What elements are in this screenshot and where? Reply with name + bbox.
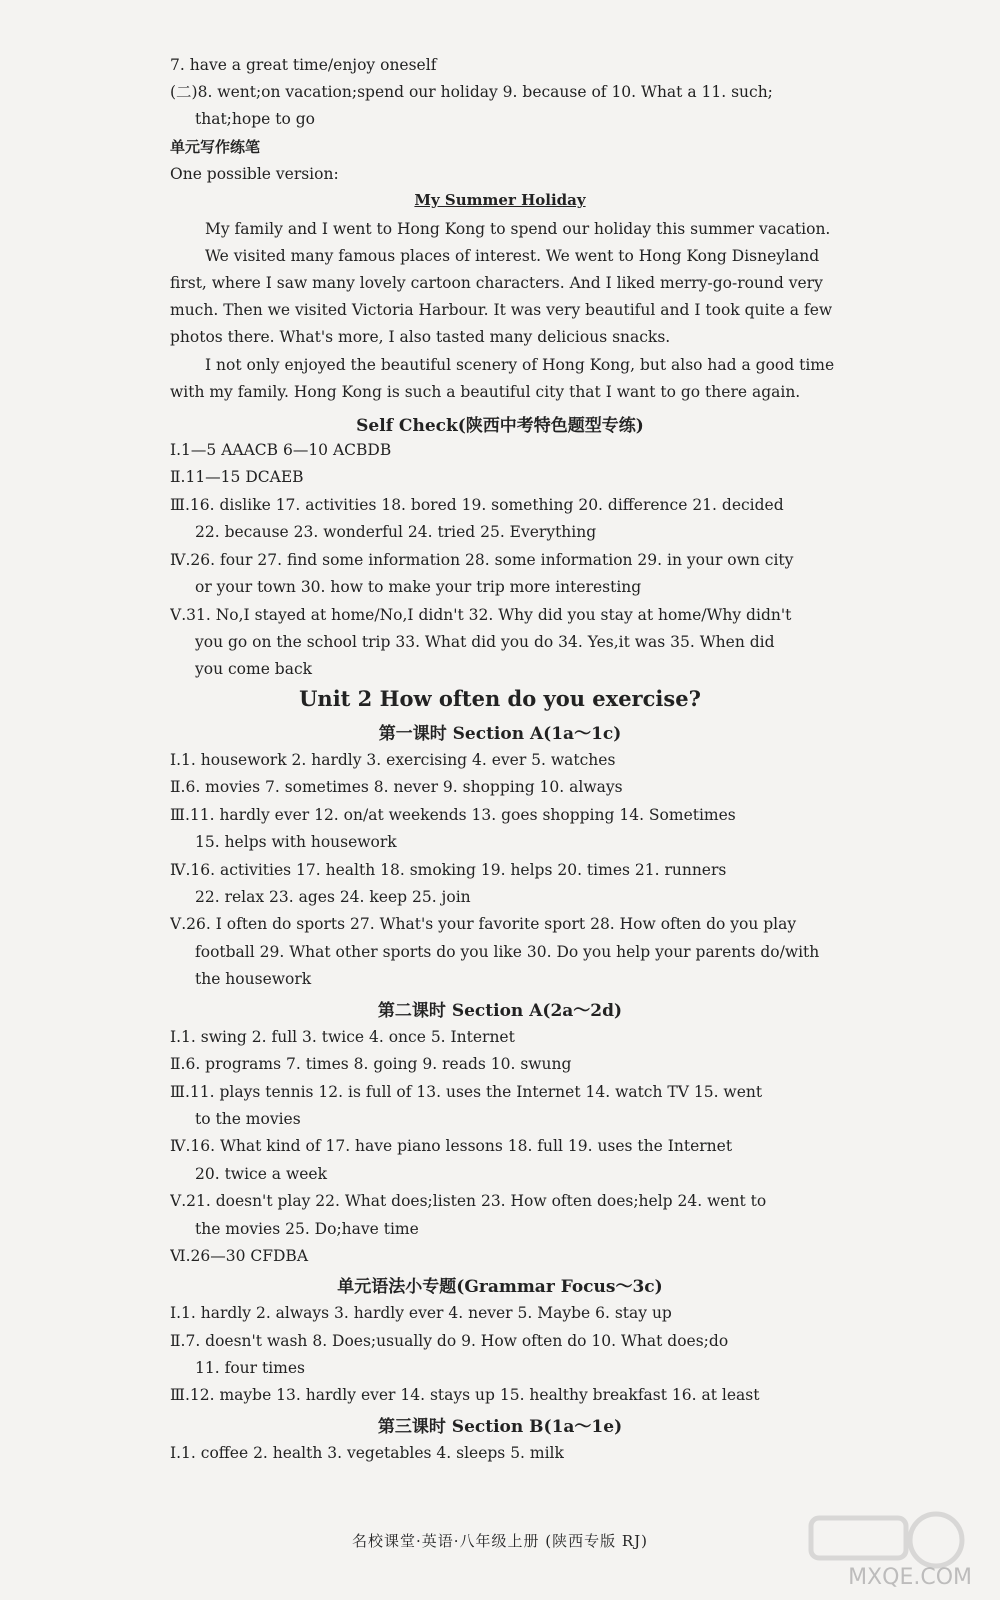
answer-line: 11. four times bbox=[195, 1359, 305, 1377]
essay-paragraph: My family and I went to Hong Kong to spend our holiday this summer vacation. bbox=[205, 220, 831, 238]
answer-line: Ⅰ.1. coffee 2. health 3. vegetables 4. sleeps 5. milk bbox=[170, 1444, 564, 1462]
answer-line: Ⅱ.11—15 DCAEB bbox=[170, 468, 304, 486]
answer-line: Ⅱ.7. doesn't wash 8. Does;usually do 9. How often do 10. What does;do bbox=[170, 1332, 729, 1350]
answer-line: Ⅰ.1. hardly 2. always 3. hardly ever 4. never 5. Maybe 6. stay up bbox=[170, 1304, 672, 1322]
answer-line: Ⅳ.26. four 27. find some information 28. some information 29. in your own city bbox=[170, 551, 794, 569]
answer-line: Ⅵ.26—30 CFDBA bbox=[170, 1247, 309, 1265]
answer-line: Ⅴ.21. doesn't play 22. What does;listen 23. How often does;help 24. went to bbox=[170, 1192, 767, 1210]
answer-line: Ⅲ.11. hardly ever 12. on/at weekends 13. goes shopping 14. Sometimes bbox=[170, 806, 736, 824]
answer-line: Ⅳ.16. activities 17. health 18. smoking 19. helps 20. times 21. runners bbox=[170, 861, 727, 879]
answer-line: Ⅰ.1. swing 2. full 3. twice 4. once 5. Internet bbox=[170, 1028, 515, 1046]
unit-title: Unit 2 How often do you exercise? bbox=[299, 686, 701, 711]
answer-line: Ⅱ.6. movies 7. sometimes 8. never 9. shopping 10. always bbox=[170, 778, 623, 796]
answer-line: (二)8. went;on vacation;spend our holiday 9. because of 10. What a 11. such; bbox=[170, 83, 773, 101]
essay-paragraph: I not only enjoyed the beautiful scenery of Hong Kong, but also had a good time with my family. Hong Kong is such a beautiful city that I want to go there again. bbox=[170, 356, 835, 401]
answer-line: 22. relax 23. ages 24. keep 25. join bbox=[195, 888, 471, 906]
essay-paragraph: We visited many famous places of interest. We went to Hong Kong Disneyland first, where I saw many lovely cartoon characters. And I liked merry-go-round very much. Then we visited Victoria Harbour. It was very beautiful and I took quite a few photos there. What's more, I also tasted many delicious snacks. bbox=[170, 247, 833, 346]
answer-line: Ⅲ.11. plays tennis 12. is full of 13. uses the Internet 14. watch TV 15. went bbox=[170, 1083, 763, 1101]
answer-line: Ⅴ.26. I often do sports 27. What's your favorite sport 28. How often do you play bbox=[170, 915, 797, 933]
section-title: 第三课时 Section B(1a～1e) bbox=[377, 1417, 623, 1437]
answer-line: 15. helps with housework bbox=[195, 833, 397, 851]
answer-line: to the movies bbox=[195, 1110, 301, 1128]
answer-line: Ⅲ.16. dislike 17. activities 18. bored 19. something 20. difference 21. decided bbox=[170, 496, 784, 514]
section-title: 第一课时 Section A(1a～1c) bbox=[378, 724, 622, 744]
answer-line: 7. have a great time/enjoy oneself bbox=[170, 56, 437, 74]
section-title: 单元语法小专题(Grammar Focus～3c) bbox=[337, 1277, 663, 1297]
answer-line: or your town 30. how to make your trip more interesting bbox=[195, 578, 642, 596]
answer-line: Ⅰ.1. housework 2. hardly 3. exercising 4. ever 5. watches bbox=[170, 751, 616, 769]
answer-line: football 29. What other sports do you like 30. Do you help your parents do/with bbox=[195, 943, 820, 961]
answer-line: you go on the school trip 33. What did you do 34. Yes,it was 35. When did bbox=[195, 633, 775, 651]
answer-line: 20. twice a week bbox=[195, 1165, 327, 1183]
section-title: Self Check(陕西中考特色题型专练) bbox=[356, 416, 644, 436]
answer-line: Ⅴ.31. No,I stayed at home/No,I didn't 32. Why did you stay at home/Why didn't bbox=[170, 606, 792, 624]
answer-line: Ⅰ.1—5 AAACB 6—10 ACBDB bbox=[170, 441, 392, 459]
answer-line: Ⅳ.16. What kind of 17. have piano lessons 18. full 19. uses the Internet bbox=[170, 1137, 733, 1155]
answer-line: 22. because 23. wonderful 24. tried 25. Everything bbox=[195, 523, 597, 541]
answer-line: you come back bbox=[195, 660, 313, 678]
version-label: One possible version: bbox=[170, 165, 339, 183]
page-footer: 名校课堂·英语·八年级上册 (陕西专版 RJ) bbox=[351, 1532, 649, 1550]
essay-title: My Summer Holiday bbox=[414, 191, 586, 209]
section-heading: 单元写作练笔 bbox=[170, 138, 261, 156]
watermark-text: MXQE.COM bbox=[848, 1565, 972, 1590]
answer-line: that;hope to go bbox=[195, 110, 315, 128]
answer-line: the movies 25. Do;have time bbox=[195, 1220, 419, 1238]
answer-line: the housework bbox=[195, 970, 312, 988]
answer-line: Ⅲ.12. maybe 13. hardly ever 14. stays up 15. healthy breakfast 16. at least bbox=[170, 1386, 760, 1404]
section-title: 第二课时 Section A(2a～2d) bbox=[377, 1001, 623, 1021]
answer-line: Ⅱ.6. programs 7. times 8. going 9. reads 10. swung bbox=[170, 1055, 572, 1073]
